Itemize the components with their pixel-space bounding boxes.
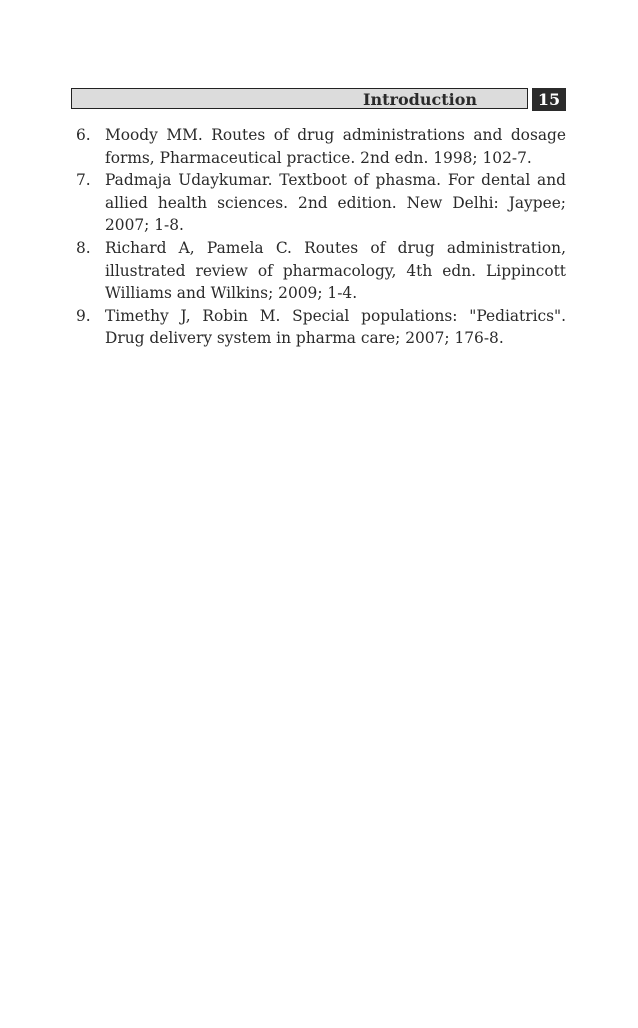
header-bar <box>71 88 528 109</box>
chapter-title: Introduction <box>363 90 477 109</box>
reference-item <box>76 169 566 237</box>
reference-text: Richard A, Pamela C. Routes of drug administration, illustrated review of pharmacology, 4th edn. Lippincott Williams and Wilkins; 2009; 1-4. <box>105 238 566 303</box>
reference-number: 9. <box>76 306 91 325</box>
reference-item <box>76 305 566 350</box>
reference-item <box>76 237 566 305</box>
reference-text: Padmaja Udaykumar. Textboot of phasma. For dental and allied health sciences. 2nd edition. New Delhi: Jaypee; 2007; 1-8. <box>105 171 566 235</box>
reference-list <box>76 124 566 350</box>
running-header <box>71 88 566 111</box>
reference-number: 6. <box>76 126 91 144</box>
reference-item <box>76 124 566 169</box>
reference-text: Timethy J, Robin M. Special populations: "Pediatrics". Drug delivery system in pharma care; 2007; 176-8. <box>105 306 566 348</box>
page-number: 15 <box>532 88 566 111</box>
reference-number: 7. <box>76 171 91 190</box>
reference-text: Moody MM. Routes of drug administrations and dosage forms, Pharmaceutical practice. 2nd edn. 1998; 102-7. <box>105 126 566 167</box>
reference-number: 8. <box>76 238 91 257</box>
